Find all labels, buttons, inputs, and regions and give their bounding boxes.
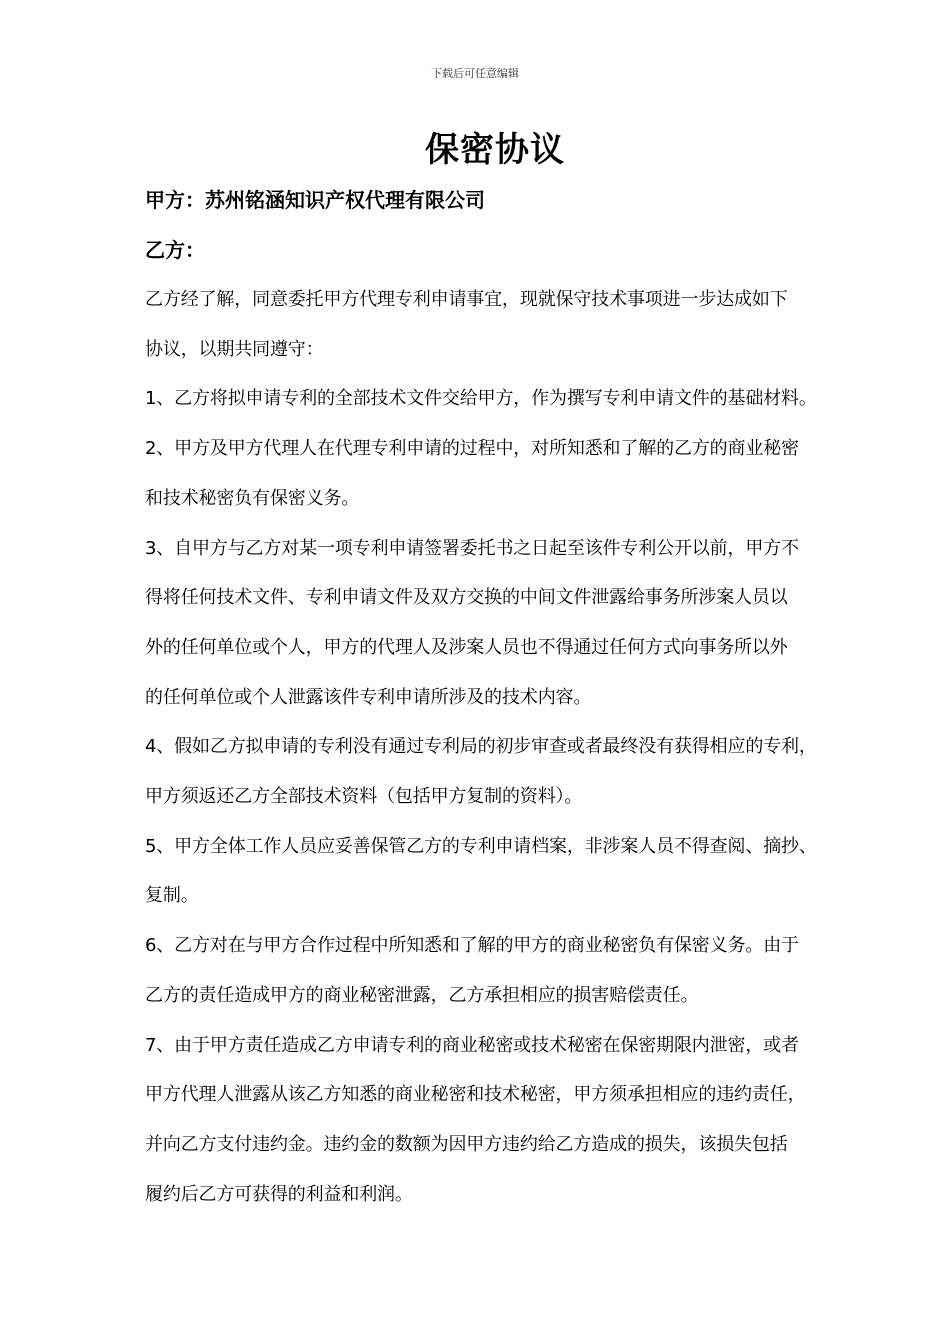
- text-line: 乙方经了解，同意委托甲方代理专利申请事宜，现就保守技术事项进一步达成如下: [145, 289, 788, 310]
- text-line: 的任何单位或个人泄露该件专利申请所涉及的技术内容。: [145, 686, 592, 708]
- text-line: 3、自甲方与乙方对某一项专利申请签署委托书之日起至该件专利公开以前，甲方不: [145, 537, 799, 559]
- text-line: 4、假如乙方拟申请的专利没有通过专利局的初步审查或者最终没有获得相应的专利，: [145, 736, 817, 758]
- clause-5: [145, 822, 867, 921]
- clause-3: [145, 524, 867, 723]
- text-line: 甲方代理人泄露从该乙方知悉的商业秘密和技术秘密，甲方须承担相应的违约责任，: [145, 1084, 806, 1106]
- text-line: 和技术秘密负有保密义务。: [145, 487, 360, 509]
- text-line: 复制。: [145, 885, 199, 907]
- text-line: 7、由于甲方责任造成乙方申请专利的商业秘密或技术秘密在保密期限内泄密，或者: [145, 1034, 799, 1056]
- header-note: 下载后可任意编辑: [431, 67, 519, 80]
- clause-1: [145, 374, 867, 424]
- text-line: 履约后乙方可获得的利益和利润。: [145, 1183, 413, 1205]
- text-line: 2、甲方及甲方代理人在代理专利申请的过程中，对所知悉和了解的乙方的商业秘密: [145, 438, 799, 460]
- party-b-line: 乙方：: [145, 238, 205, 262]
- text-line: 外的任何单位或个人，甲方的代理人及涉案人员也不得通过任何方式向事务所以外: [145, 636, 788, 658]
- clause-6: [145, 921, 867, 1020]
- clause-2: [145, 424, 867, 523]
- agreement-body: [145, 275, 867, 1219]
- text-line: 甲方须返还乙方全部技术资料（包括甲方复制的资料）。: [145, 786, 583, 808]
- text-line: 得将任何技术文件、专利申请文件及双方交换的中间文件泄露给事务所涉案人员以: [145, 587, 788, 609]
- clause-7: [145, 1021, 867, 1220]
- party-a-line: 甲方：苏州铭涵知识产权代理有限公司: [145, 188, 485, 212]
- text-line: 6、乙方对在与甲方合作过程中所知悉和了解的甲方的商业秘密负有保密义务。由于: [145, 935, 799, 957]
- text-line: 1、乙方将拟申请专利的全部技术文件交给甲方，作为撰写专利申请文件的基础材料。: [145, 388, 817, 410]
- document-title: 保密协议: [425, 130, 565, 170]
- text-line: 协议，以期共同遵守：: [145, 338, 324, 360]
- clause-4: [145, 722, 867, 821]
- text-line: 并向乙方支付违约金。违约金的数额为因甲方违约给乙方造成的损失，该损失包括: [145, 1133, 788, 1155]
- text-line: 乙方的责任造成甲方的商业秘密泄露，乙方承担相应的损害赔偿责任。: [145, 984, 699, 1006]
- intro-paragraph: [145, 275, 867, 374]
- text-line: 5、甲方全体工作人员应妥善保管乙方的专利申请档案，非涉案人员不得查阅、摘抄、: [145, 835, 817, 857]
